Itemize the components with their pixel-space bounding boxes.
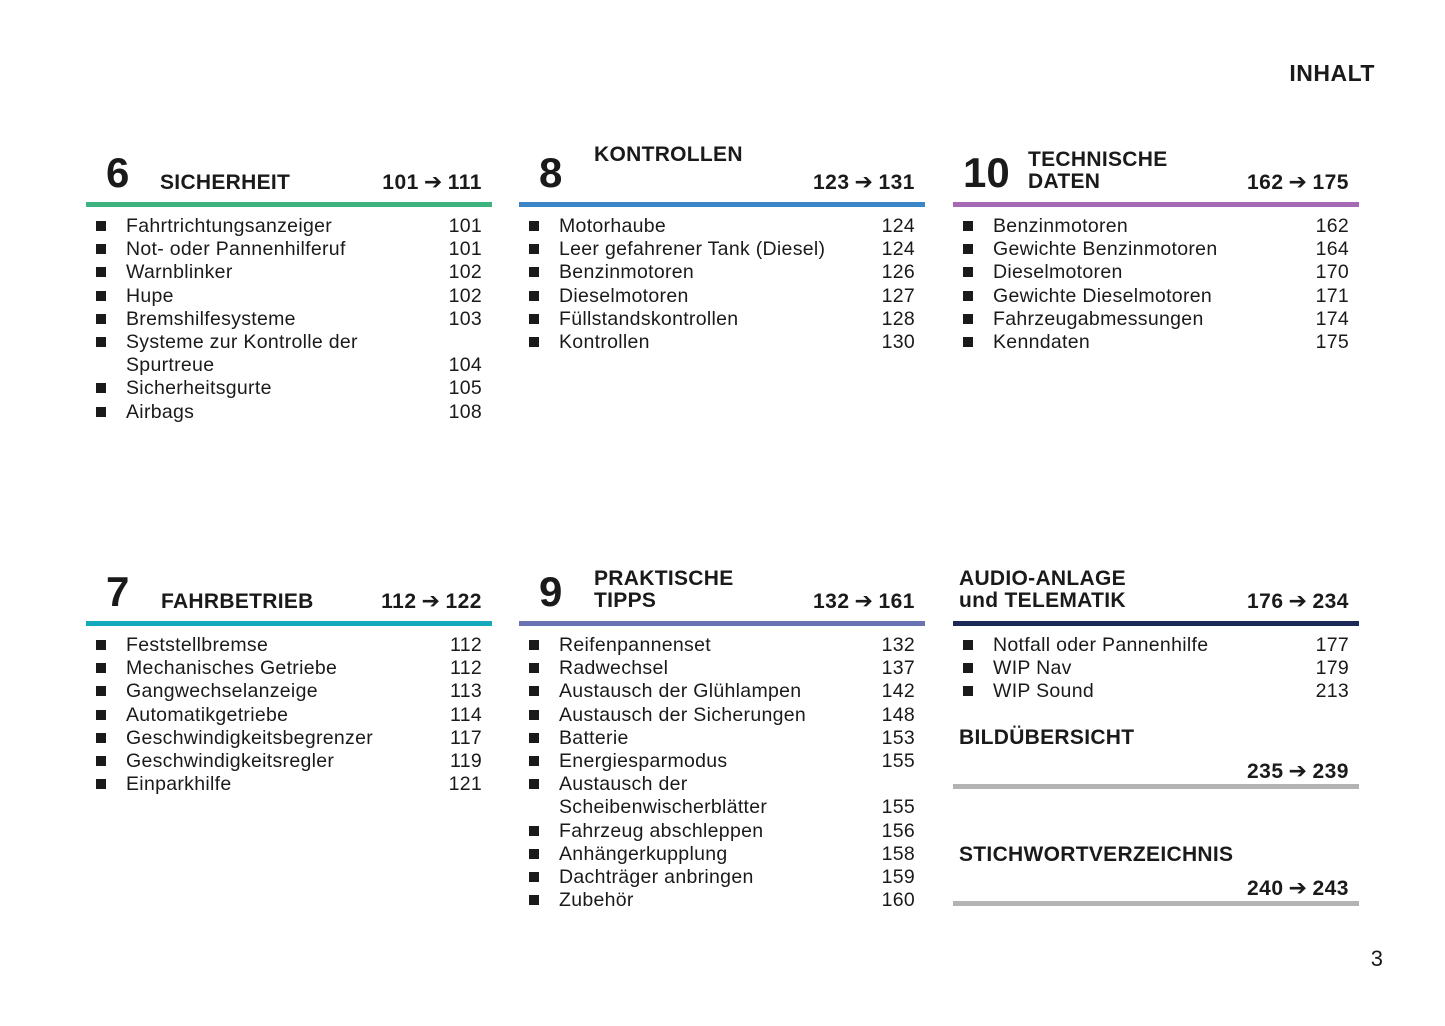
item-label: Mechanisches Getriebe <box>126 657 338 680</box>
arrow-right-icon: ➔ <box>1288 588 1308 613</box>
item-page: 142 <box>881 680 915 703</box>
item-list <box>519 634 925 912</box>
list-item[interactable] <box>86 680 492 703</box>
item-page: 114 <box>450 703 482 726</box>
item-page: 108 <box>448 400 482 423</box>
item-page: 102 <box>448 261 482 284</box>
item-label: Fahrzeug abschleppen <box>559 819 764 842</box>
list-item[interactable] <box>86 704 492 727</box>
list-item[interactable] <box>86 285 492 308</box>
list-item[interactable] <box>86 750 492 773</box>
item-page: 160 <box>881 889 915 912</box>
item-list <box>86 215 492 424</box>
list-item[interactable] <box>519 773 925 819</box>
list-item[interactable] <box>519 820 925 843</box>
section-technische-daten <box>953 139 1359 354</box>
list-item[interactable] <box>953 634 1359 657</box>
page-range[interactable]: 162 ➔ 175 <box>1246 169 1349 194</box>
list-item[interactable] <box>519 866 925 889</box>
item-page: 158 <box>881 842 915 865</box>
list-item[interactable] <box>86 634 492 657</box>
chapter-title[interactable]: STICHWORTVERZEICHNIS <box>959 843 1234 866</box>
item-list <box>86 634 492 796</box>
list-item[interactable] <box>953 285 1359 308</box>
list-item[interactable] <box>953 680 1359 703</box>
item-label: Notfall oder Pannenhilfe <box>993 634 1209 656</box>
item-page: 155 <box>881 750 915 773</box>
item-page: 179 <box>1315 657 1349 680</box>
section-bilduebersicht <box>953 722 1359 792</box>
item-label: Hupe <box>126 284 174 307</box>
item-label: Dieselmotoren <box>559 284 689 307</box>
item-page: 213 <box>1315 680 1349 703</box>
list-item[interactable] <box>86 401 492 424</box>
item-page: 124 <box>881 215 915 237</box>
page-title: INHALT <box>1289 60 1375 86</box>
list-item[interactable] <box>86 215 492 238</box>
section-header <box>953 558 1359 626</box>
list-item[interactable] <box>953 308 1359 331</box>
item-page: 101 <box>448 215 482 237</box>
item-label: Dachträger anbringen <box>559 866 754 889</box>
item-label: Kenndaten <box>993 331 1091 354</box>
item-label: Fahrzeugabmessungen <box>993 307 1204 330</box>
item-label: Austausch der Scheibenwischerblätter <box>559 773 768 819</box>
list-item[interactable] <box>519 331 925 354</box>
chapter-title[interactable]: BILDÜBERSICHT <box>959 726 1135 749</box>
list-item[interactable] <box>519 889 925 912</box>
item-page: 121 <box>448 773 482 796</box>
item-page: 132 <box>881 634 915 656</box>
item-label: Systeme zur Kontrolle der Spurtreue <box>126 331 358 377</box>
item-list <box>953 634 1359 704</box>
list-item[interactable] <box>86 773 492 796</box>
item-page: 130 <box>881 331 915 354</box>
item-page: 159 <box>881 866 915 889</box>
item-label: Gangwechselanzeige <box>126 680 318 703</box>
page-range[interactable]: 132 ➔ 161 <box>812 588 915 613</box>
list-item[interactable] <box>953 215 1359 238</box>
list-item[interactable] <box>86 657 492 680</box>
item-label: Gewichte Benzinmotoren <box>993 238 1218 261</box>
section-stichwortverzeichnis <box>953 839 1359 909</box>
list-item[interactable] <box>519 308 925 331</box>
item-page: 104 <box>448 354 482 377</box>
section-fahrbetrieb <box>86 569 492 796</box>
item-page: 113 <box>450 680 482 703</box>
item-page: 164 <box>1315 238 1349 261</box>
item-page: 128 <box>881 307 915 330</box>
item-label: Sicherheitsgurte <box>126 377 272 400</box>
arrow-right-icon: ➔ <box>1288 169 1308 194</box>
page-range[interactable]: 112 ➔ 122 <box>381 588 482 613</box>
item-label: Energiesparmodus <box>559 750 728 773</box>
section-praktische-tipps <box>519 558 925 912</box>
list-item[interactable] <box>519 634 925 657</box>
section-header <box>86 569 492 626</box>
section-header <box>953 139 1359 207</box>
chapter-title[interactable]: KONTROLLEN <box>594 143 743 166</box>
item-page: 127 <box>881 284 915 307</box>
item-label: Leer gefahrener Tank (Diesel) <box>559 238 826 261</box>
chapter-number: 9 <box>539 568 563 615</box>
item-label: Gewichte Dieselmotoren <box>993 284 1213 307</box>
item-page: 162 <box>1315 215 1349 237</box>
list-item[interactable] <box>519 657 925 680</box>
list-item[interactable] <box>519 727 925 750</box>
list-item[interactable] <box>86 377 492 400</box>
section-audio-telematik <box>953 558 1359 704</box>
chapter-title[interactable]: AUDIO-ANLAGE und TELEMATIK <box>959 567 1126 612</box>
item-label: Not- oder Pannenhilferuf <box>126 238 346 261</box>
item-page: 137 <box>881 657 915 680</box>
chapter-title[interactable]: TECHNISCHE DATEN <box>1028 148 1168 193</box>
section-sicherheit <box>86 150 492 424</box>
chapter-number: 6 <box>106 149 130 196</box>
item-label: Kontrollen <box>559 331 650 354</box>
section-header <box>519 558 925 626</box>
item-page: 105 <box>448 377 482 400</box>
item-page: 156 <box>881 819 915 842</box>
item-label: Benzinmotoren <box>993 215 1129 237</box>
section-kontrollen <box>519 139 925 354</box>
chapter-title[interactable]: SICHERHEIT <box>160 171 291 194</box>
chapter-title[interactable]: PRAKTISCHE TIPPS <box>594 567 734 612</box>
list-item[interactable] <box>953 331 1359 354</box>
list-item[interactable] <box>86 238 492 261</box>
page-range[interactable]: 240 ➔ 243 <box>1246 875 1349 900</box>
item-label: Radwechsel <box>559 657 669 680</box>
arrow-right-icon: ➔ <box>1288 875 1308 900</box>
list-item[interactable] <box>519 261 925 284</box>
arrow-right-icon: ➔ <box>1288 758 1308 783</box>
list-item[interactable] <box>519 704 925 727</box>
item-page: 101 <box>448 238 482 261</box>
item-label: Anhängerkupplung <box>559 842 728 865</box>
item-label: WIP Nav <box>993 657 1072 680</box>
item-page: 155 <box>881 796 915 819</box>
item-label: Dieselmotoren <box>993 261 1123 284</box>
arrow-right-icon: ➔ <box>854 169 874 194</box>
list-item[interactable] <box>519 750 925 773</box>
item-label: Austausch der Sicherungen <box>559 703 807 726</box>
item-label: Motorhaube <box>559 215 667 237</box>
item-list <box>519 215 925 354</box>
item-label: Airbags <box>126 400 195 423</box>
page-range[interactable]: 235 ➔ 239 <box>1246 758 1349 783</box>
item-page: 117 <box>450 726 482 749</box>
arrow-right-icon: ➔ <box>423 169 443 194</box>
section-header <box>519 139 925 207</box>
item-page: 126 <box>881 261 915 284</box>
chapter-number: 8 <box>539 149 563 196</box>
page-number: 3 <box>1370 946 1383 971</box>
page-range[interactable]: 101 ➔ 111 <box>382 169 482 194</box>
item-label: Benzinmotoren <box>559 261 695 284</box>
item-page: 175 <box>1315 331 1349 354</box>
item-page: 153 <box>881 726 915 749</box>
list-item[interactable] <box>953 657 1359 680</box>
chapter-title[interactable]: FAHRBETRIEB <box>161 590 314 613</box>
item-label: Einparkhilfe <box>126 773 232 796</box>
chapter-number: 7 <box>106 568 130 615</box>
arrow-right-icon: ➔ <box>854 588 874 613</box>
item-page: 103 <box>448 307 482 330</box>
arrow-right-icon: ➔ <box>421 588 441 613</box>
item-label: Geschwindigkeitsbegrenzer <box>126 726 374 749</box>
item-page: 177 <box>1315 634 1349 656</box>
item-label: Bremshilfesysteme <box>126 307 296 330</box>
list-item[interactable] <box>86 308 492 331</box>
section-rule <box>953 901 1359 906</box>
item-label: Reifenpannenset <box>559 634 711 656</box>
item-label: WIP Sound <box>993 680 1094 703</box>
item-page: 112 <box>450 657 482 680</box>
item-page: 124 <box>881 238 915 261</box>
item-label: Fahrtrichtungsanzeiger <box>126 215 333 237</box>
item-page: 174 <box>1315 307 1349 330</box>
list-item[interactable] <box>519 238 925 261</box>
item-label: Automatikgetriebe <box>126 703 289 726</box>
item-page: 148 <box>881 703 915 726</box>
page-range[interactable]: 176 ➔ 234 <box>1246 588 1349 613</box>
list-item[interactable] <box>86 727 492 750</box>
item-label: Batterie <box>559 726 629 749</box>
item-page: 170 <box>1315 261 1349 284</box>
item-label: Zubehör <box>559 889 634 912</box>
page-range[interactable]: 123 ➔ 131 <box>812 169 915 194</box>
item-page: 171 <box>1315 284 1349 307</box>
item-page: 112 <box>450 634 482 656</box>
item-page: 119 <box>450 750 482 773</box>
chapter-number: 10 <box>963 149 1010 196</box>
item-label: Füllstandskontrollen <box>559 307 739 330</box>
list-item[interactable] <box>519 843 925 866</box>
item-label: Geschwindigkeitsregler <box>126 750 335 773</box>
item-label: Austausch der Glühlampen <box>559 680 802 703</box>
list-item[interactable] <box>519 680 925 703</box>
item-page: 102 <box>448 284 482 307</box>
list-item[interactable] <box>86 261 492 284</box>
list-item[interactable] <box>519 215 925 238</box>
item-list <box>953 215 1359 354</box>
item-label: Feststellbremse <box>126 634 269 656</box>
item-label: Warnblinker <box>126 261 233 284</box>
list-item[interactable] <box>86 331 492 377</box>
list-item[interactable] <box>953 238 1359 261</box>
section-header <box>86 150 492 207</box>
section-rule <box>953 784 1359 789</box>
list-item[interactable] <box>953 261 1359 284</box>
list-item[interactable] <box>519 285 925 308</box>
